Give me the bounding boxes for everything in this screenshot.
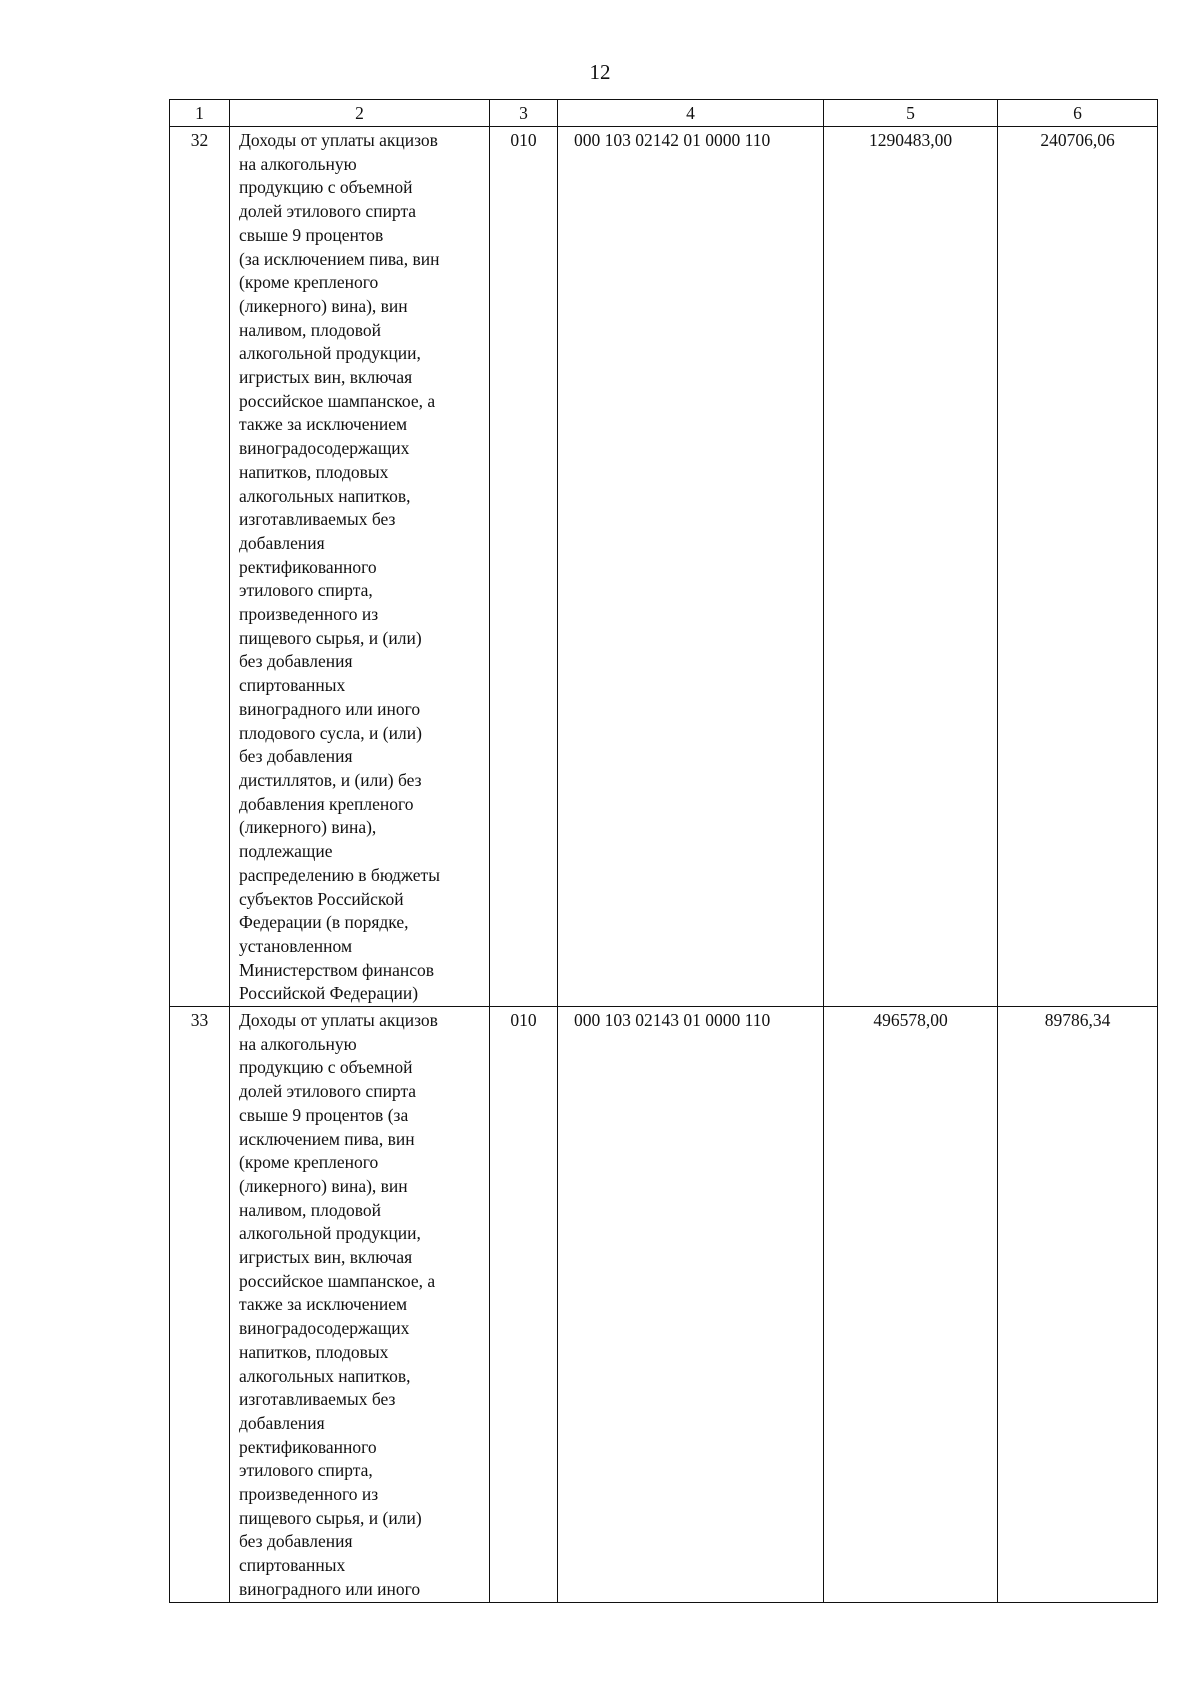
row-number: 32: [170, 127, 230, 1007]
row-budget-code: 000 103 02142 01 0000 110: [558, 127, 824, 1007]
header-col-6: 6: [998, 100, 1158, 127]
header-col-1: 1: [170, 100, 230, 127]
row-description: [230, 1007, 490, 1603]
row-budget-code: 000 103 02143 01 0000 110: [558, 1007, 824, 1603]
header-col-2: 2: [230, 100, 490, 127]
table-row: [170, 1007, 1158, 1603]
row-description-text: Доходы от уплаты акцизов на алкогольную продукцию с объемной долей этилового спирта свыше 9 процентов (за исключением пива, вин (кроме крепленого (ликерного) вина), вин наливом, плодовой алкогольной продукции, игристых вин, включая российское шампанское, а также за исключением виноградосодержащих напитков, плодовых алкогольных напитков, изготавливаемых без добавления ректификованного этилового спирта, произведенного из пищевого сырья, и (или) без добавления спиртованных виноградного или иного плодового сусла, и (или) без добавления дистиллятов, и (или) без добавления крепленого (ликерного) вина), подлежащие распределению в бюджеты субъектов Российской Федерации (в порядке, установленном Министерством финансов Российской Федерации): [239, 130, 440, 1004]
revenue-table: [169, 99, 1158, 1603]
table-header-row: [170, 100, 1158, 127]
row-approved-amount: 496578,00: [824, 1007, 998, 1603]
row-number: 33: [170, 1007, 230, 1603]
row-executed-amount: 240706,06: [998, 127, 1158, 1007]
header-col-5: 5: [824, 100, 998, 127]
page-number: 12: [589, 60, 611, 84]
header-col-4: 4: [558, 100, 824, 127]
table-row: [170, 127, 1158, 1007]
header-col-3: 3: [490, 100, 558, 127]
row-approved-amount: 1290483,00: [824, 127, 998, 1007]
row-description-text: Доходы от уплаты акцизов на алкогольную продукцию с объемной долей этилового спирта свыше 9 процентов (за исключением пива, вин (кроме крепленого (ликерного) вина), вин наливом, плодовой алкогольной продукции, игристых вин, включая российское шампанское, а также за исключением виноградосодержащих напитков, плодовых алкогольных напитков, изготавливаемых без добавления ректификованного этилового спирта, произведенного из пищевого сырья, и (или) без добавления спиртованных виноградного или иного: [239, 1010, 438, 1599]
row-line-code: 010: [490, 127, 558, 1007]
row-line-code: 010: [490, 1007, 558, 1603]
row-executed-amount: 89786,34: [998, 1007, 1158, 1603]
row-description: [230, 127, 490, 1007]
